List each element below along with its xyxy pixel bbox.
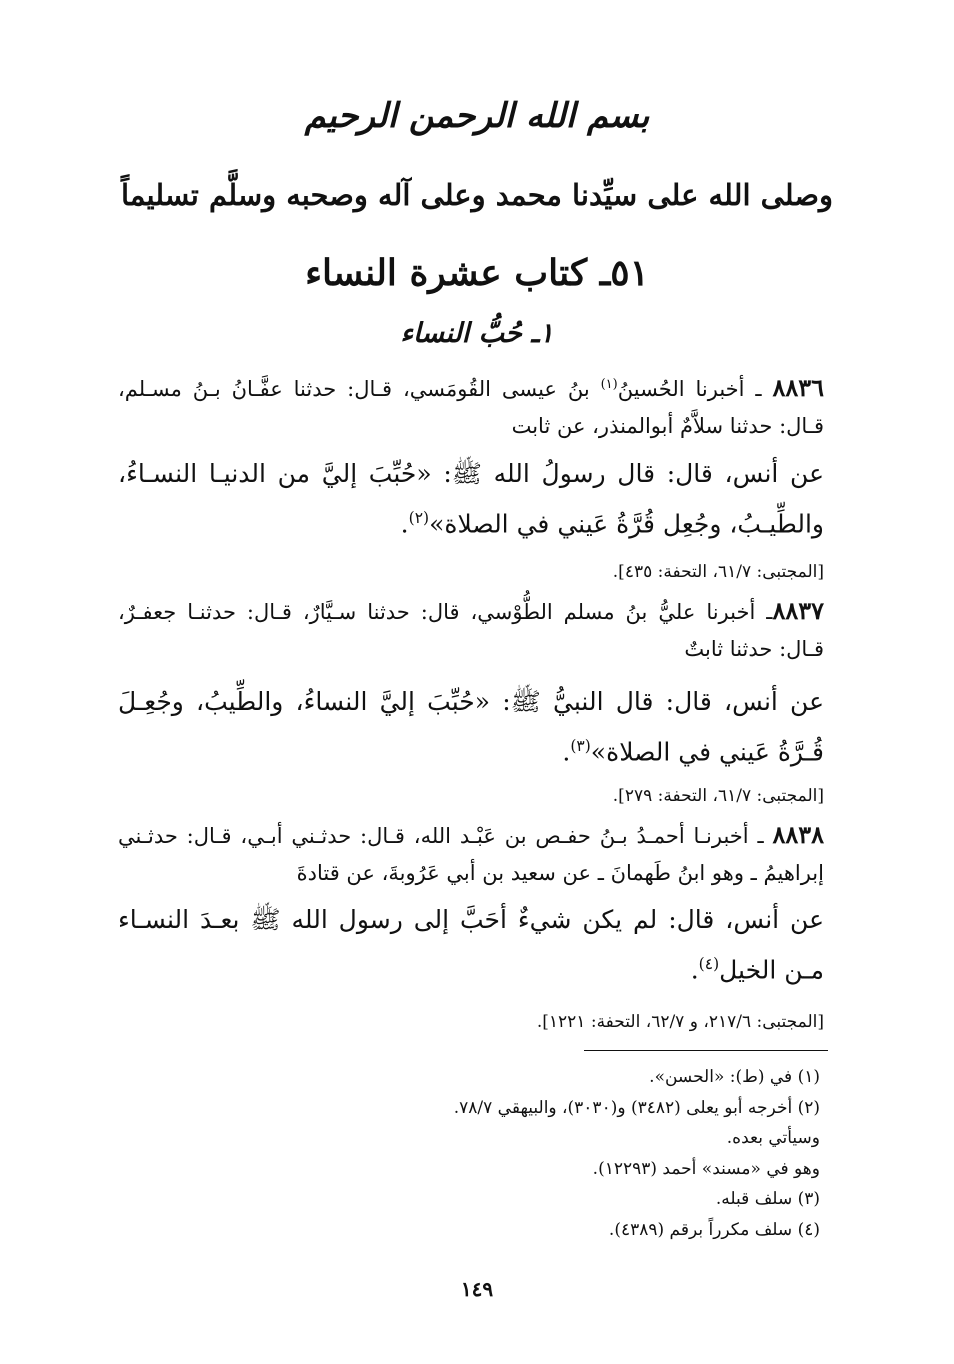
matn-text: عن أنس، قال: قال النبيُّ ﷺ: «حُبِّبَ إليَّ النساءُ، والطِّيبُ، وجُعِـلَ قُـرَّةُ عَيني في الصلاة»	[118, 687, 824, 767]
chapter-title: ١ـ حُبُّ النساء	[400, 318, 554, 349]
footnote-marker: (٢)	[408, 509, 430, 527]
hadith-number: ٨٨٣٧	[772, 596, 824, 625]
footnote-separator	[584, 1050, 828, 1051]
hadith-number: ٨٨٣٨	[772, 820, 824, 849]
matn-end: .	[690, 955, 699, 985]
salawat-line: وصلى الله على سيِّدنا محمد وعلى آله وصحبه وسلَّم تسليماً	[120, 178, 834, 212]
footnote-marker: (٣)	[570, 737, 591, 755]
isnad-text: ـ أخبرنا عليُّ بنُ مسلم الطُّوْسي، قال: حدثنا سـيَّارٌ، قـال: حدثنـا جعفـرٌ، قـال: حدثنا ثابتٌ	[118, 600, 824, 661]
hadith-8838-reference: [المجتبى: ٢١٧/٦، و ٦٢/٧، التحفة: ١٢٢١].	[536, 1012, 824, 1032]
matn-end: .	[562, 737, 571, 767]
hadith-8836-isnad	[118, 366, 824, 445]
hadith-number: ٨٨٣٦	[772, 373, 825, 402]
matn-end: .	[400, 509, 409, 539]
hadith-8836-matn	[118, 452, 824, 546]
book-title: ٥١ـ كتاب عشرة النساء	[305, 252, 649, 294]
hadith-8837-matn	[118, 680, 824, 774]
isnad-text: بنُ عيسى القُومَسي، قـال: حدثنا عفَّـانُ بـنُ مسـلم، قـال: حدثنا سلاَّمٌ أبوالمنذر، عن ثابت	[118, 377, 824, 438]
hadith-8838-isnad	[118, 816, 824, 892]
hadith-8837-reference: [المجتبى: ٦١/٧، التحفة: ٢٧٩].	[612, 786, 824, 806]
footnote-marker: (١)	[600, 377, 618, 392]
footnote-1: (١) في (ط): «الحسن».	[649, 1067, 820, 1087]
footnote-2-continued: وهو في «مسند» أحمد (١٢٢٩٣).	[592, 1158, 820, 1179]
basmala-calligraphy: بسم الله الرحمن الرحيم	[304, 96, 650, 136]
footnotes	[200, 1062, 820, 1245]
hadith-8837-isnad	[118, 592, 824, 668]
matn-text: عن أنس، قال: قال رسولُ الله ﷺ: «حُبِّبَ إليَّ من الدنيـا النسـاءُ، والطِّيـبُ، وجُعِل قُرَّةُ عَيني في الصلاة»	[118, 459, 824, 539]
isnad-text: ـ أخبرنـا أحمـدُ بـنُ حفـص بن عَبْـد الله، قـال: حدثـني أبـي، قـال: حدثـني إبراهيمُ ـ وهو ابنُ طَهمانَ ـ عن سعيد بن أبي عَرُوبةَ، عن قتادةَ	[118, 824, 824, 885]
page-number: ١٤٩	[460, 1277, 494, 1301]
footnote-2: (٢) أخرجه أبو يعلى (٣٤٨٢) و(٣٠٣٠)، والبيهقي ٧٨/٧.	[453, 1097, 820, 1118]
footnote-marker: (٤)	[698, 955, 720, 973]
matn-text: عن أنس، قال: لم يكن شيءٌ أحَبَّ إلى رسول الله ﷺ بعـدَ النسـاء مـن الخيل	[118, 905, 824, 985]
footnote-3: (٣) سلف قبله.	[715, 1189, 820, 1209]
hadith-8838-matn	[118, 898, 824, 992]
footnote-4: (٤) سلف مكرراً برقم (٤٣٨٩).	[608, 1219, 820, 1240]
isnad-text: ـ أخبرنا الحُسينُ	[617, 377, 773, 401]
hadith-8836-reference: [المجتبى: ٦١/٧، التحفة: ٤٣٥].	[612, 562, 824, 582]
footnote-2-continued: وسيأتي بعده.	[726, 1128, 820, 1148]
